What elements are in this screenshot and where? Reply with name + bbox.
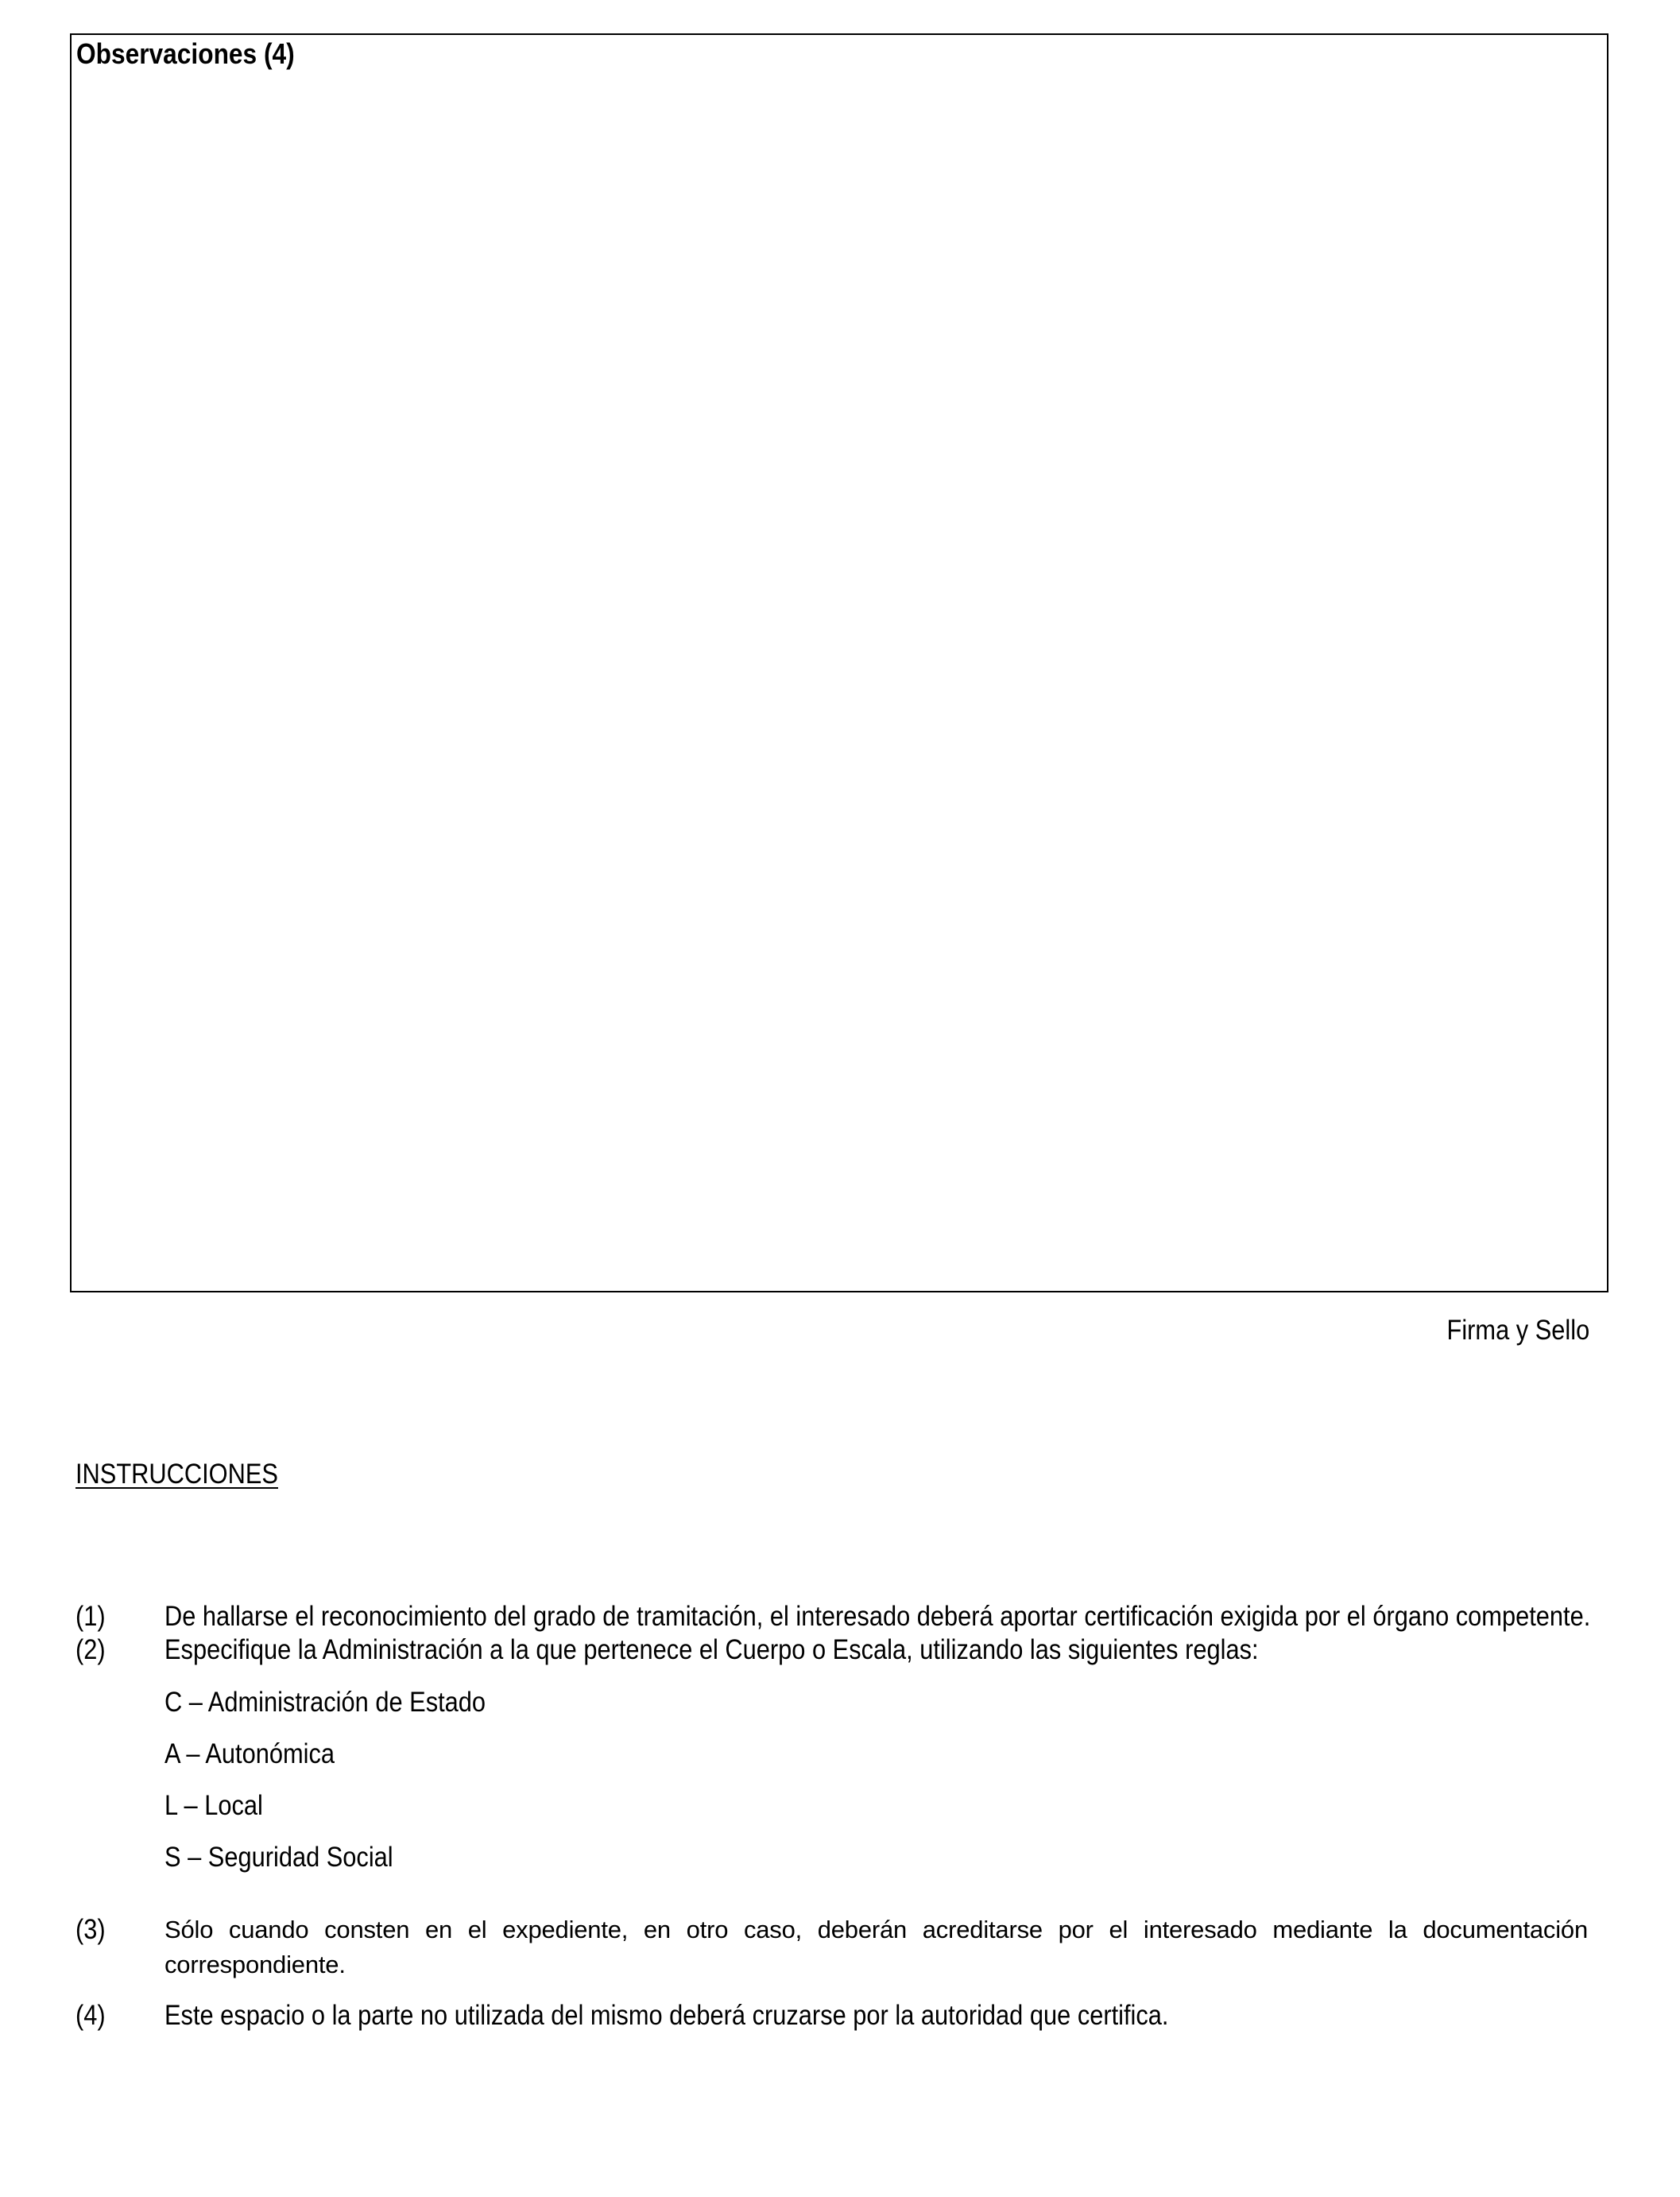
note-3-text: Sólo cuando consten en el expediente, en otro caso, deberán acreditarse por el interesado mediante la documentación correspondiente. <box>165 1916 1588 1978</box>
observaciones-title: Observaciones (4) <box>76 37 295 70</box>
note-3-number: (3) <box>75 1914 106 1945</box>
observaciones-box <box>70 33 1608 1292</box>
note-4-number: (4) <box>75 2000 106 2031</box>
note-1 <box>75 1599 1591 1634</box>
instrucciones-title: INSTRUCCIONES <box>75 1459 278 1490</box>
rule-local: L – Local <box>165 1790 263 1821</box>
note-4-text: Este espacio o la parte no utilizada del mismo deberá cruzarse por la autoridad que certifica. <box>165 2000 1169 2031</box>
note-2-number: (2) <box>75 1634 106 1665</box>
firma-y-sello-label: Firma y Sello <box>1446 1315 1589 1346</box>
note-2 <box>75 1633 1588 1668</box>
note-1-text: De hallarse el reconocimiento del grado de tramitación, el interesado deberá aportar certificación exigida por el órgano competente. <box>165 1601 1591 1632</box>
note-1-number: (1) <box>75 1601 106 1632</box>
rule-seguridad-social: S – Seguridad Social <box>165 1842 393 1873</box>
rule-autonomica: A – Autonómica <box>165 1738 335 1769</box>
note-3 <box>75 1912 1588 1982</box>
note-4 <box>75 1998 1588 2033</box>
rule-estado: C – Administración de Estado <box>165 1687 486 1718</box>
note-2-text: Especifique la Administración a la que pertenece el Cuerpo o Escala, utilizando las siguientes reglas: <box>165 1634 1259 1665</box>
